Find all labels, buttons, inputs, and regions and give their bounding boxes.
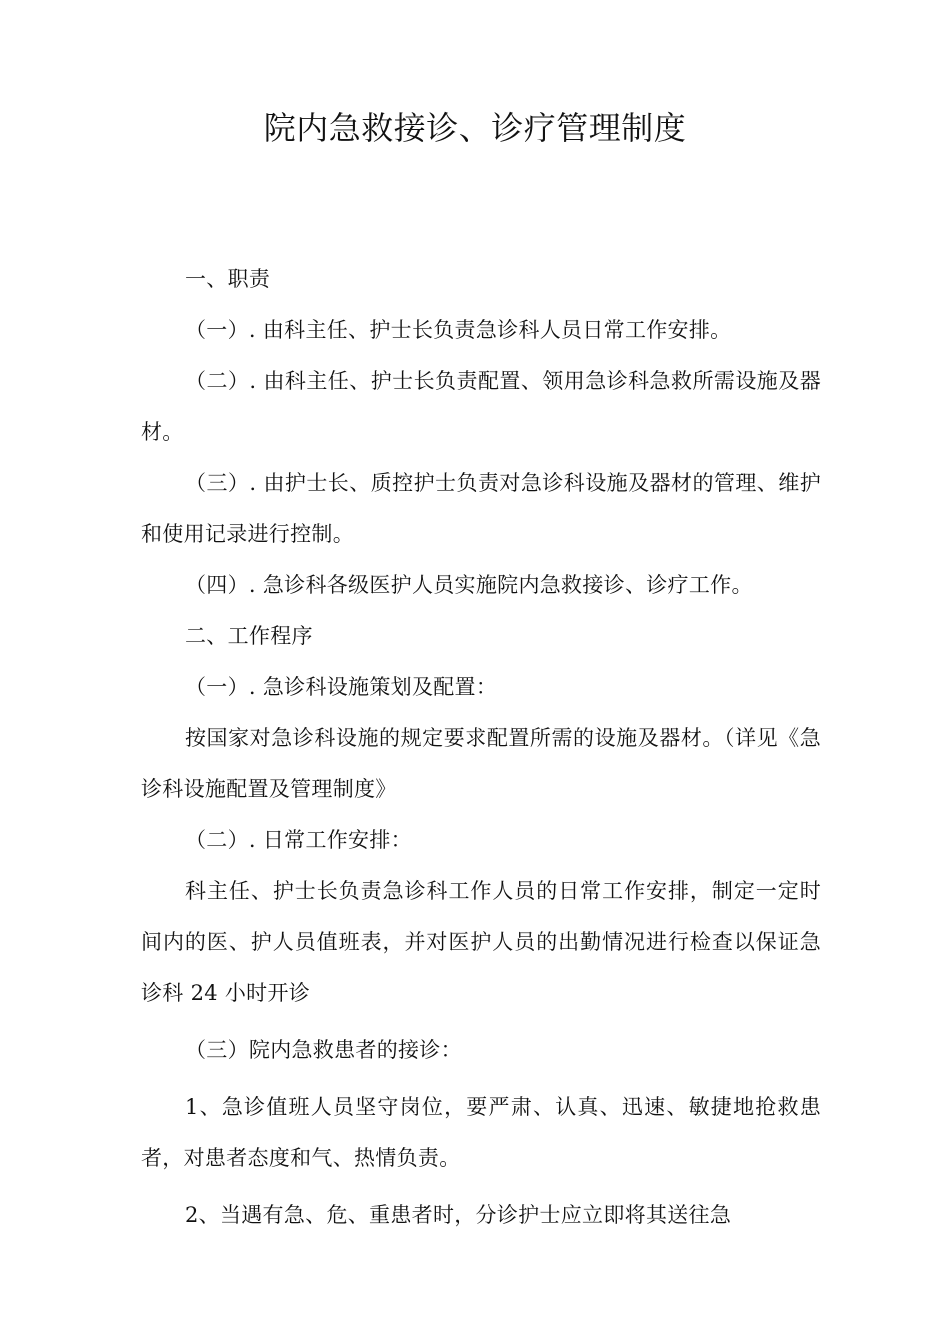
document-title: 院内急救接诊、诊疗管理制度: [263, 109, 687, 147]
paragraph: 2、当遇有急、危、重患者时，分诊护士应立即将其送往急: [185, 1203, 732, 1227]
paragraph: 1、急诊值班人员坚守岗位，要严肃、认真、迅速、敏捷地抢救患者，对患者态度和气、热情负责。: [141, 1095, 821, 1170]
paragraph: （四）. 急诊科各级医护人员实施院内急救接诊、诊疗工作。: [185, 573, 753, 597]
paragraph: （一）. 由科主任、护士长负责急诊科人员日常工作安排。: [185, 318, 732, 342]
paragraph: 科主任、护士长负责急诊科工作人员的日常工作安排，制定一定时间内的医、护人员值班表，并对医护人员的出勤情况进行检查以保证急诊科 24 小时开诊: [141, 879, 821, 1005]
paragraph: （二）. 由科主任、护士长负责配置、领用急诊科急救所需设施及器材。: [141, 369, 821, 444]
paragraph: （三）. 由护士长、质控护士负责对急诊科设施及器材的管理、维护和使用记录进行控制。: [141, 471, 821, 546]
subsection-heading: （一）. 急诊科设施策划及配置：: [185, 675, 498, 699]
subsection-heading: （三）院内急救患者的接诊：: [185, 1038, 462, 1062]
paragraph: 按国家对急诊科设施的规定要求配置所需的设施及器材。（详见《急诊科设施配置及管理制度》: [141, 726, 821, 801]
section-heading: 二、工作程序: [185, 624, 313, 648]
subsection-heading: （二）. 日常工作安排：: [185, 828, 412, 852]
section-heading: 一、职责: [185, 267, 271, 291]
document-body: [141, 254, 821, 1241]
